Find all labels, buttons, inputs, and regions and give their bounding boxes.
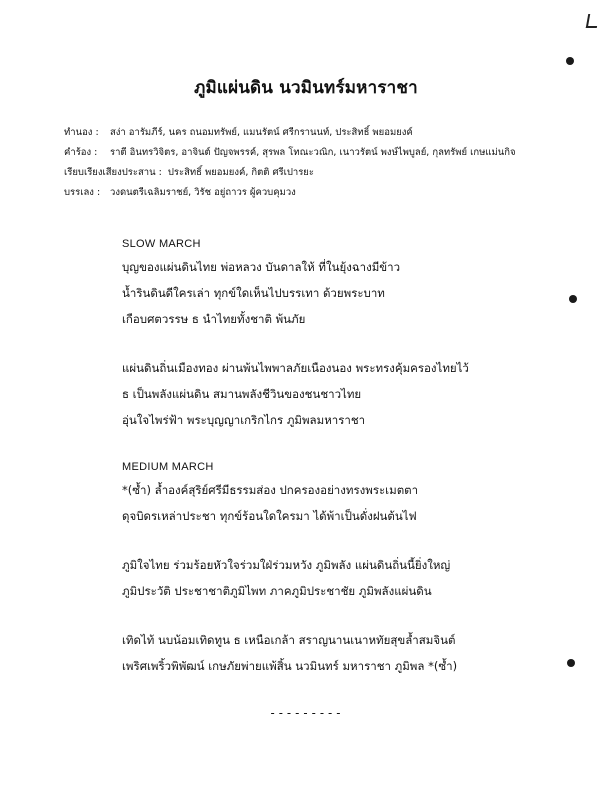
- credit-label: คำร้อง :: [64, 147, 98, 158]
- credits-block: [64, 125, 574, 205]
- credit-row-lyrics: [64, 145, 574, 165]
- stanza: [122, 259, 582, 337]
- section-heading: MEDIUM MARCH: [122, 461, 214, 473]
- lyric-line: ธ เป็นพลังแผ่นดิน สมานพลังชีวินของชนชาวไทย: [122, 387, 362, 401]
- stanza: [122, 632, 582, 684]
- lyric-line: ดุจบิดรเหล่าประชา ทุกข์ร้อนใดใครมา ได้พ้าเป็นดั่งฝนต้นไฟ: [122, 509, 417, 523]
- credit-value: ประสิทธิ์ พยอมยงค์, กิตติ ศรีเปารยะ: [167, 167, 314, 178]
- credit-row-arrangement: [64, 165, 574, 185]
- credit-value: วงดนตรีเฉลิมราชย์, วิรัช อยู่ถาวร ผู้ควบคุมวง: [110, 187, 296, 198]
- credit-label: เรียบเรียงเสียงประสาน :: [64, 167, 162, 178]
- credit-row-performance: [64, 185, 574, 205]
- lyric-line: ภูมิใจไทย ร่วมร้อยหัวใจร่วมใฝ่ร่วมหวัง ภูมิพลัง แผ่นดินถิ่นนี้ยิ่งใหญ่: [122, 558, 451, 572]
- scan-dot-top-right: [566, 57, 574, 65]
- credit-row-melody: [64, 125, 574, 145]
- section-medium-march: [122, 461, 582, 684]
- stanza: [122, 557, 582, 609]
- lyric-line: แผ่นดินถิ่นเมืองทอง ผ่านพ้นไพพาลภัยเนืองนอง พระทรงคุ้มครองไทยไว้: [122, 361, 469, 375]
- corner-mark: [586, 14, 599, 28]
- section-heading: SLOW MARCH: [122, 238, 201, 250]
- stanza: [122, 360, 582, 438]
- lyric-line: *(ซ้ำ) ล้ำองค์สุริย์ศรีมีธรรมส่อง ปกครองอย่างทรงพระเมตตา: [122, 483, 419, 497]
- song-title: ภูมิแผ่นดิน นวมินทร์มหาราชา: [194, 78, 418, 98]
- lyric-line: เพริศเพริ้วพิพัฒน์ เกษภัยพ่ายแพ้สิ้น นวมินทร์ มหาราชา ภูมิพล *(ซ้ำ): [122, 659, 458, 673]
- credit-value: ราตี อินทรวิจิตร, อาจินต์ ปัญจพรรค์, สุรพล โทณะวณิก, เนาวรัตน์ พงษ์ไพบูลย์, กุลทรัพย์ เกษแม่นกิจ: [110, 147, 516, 158]
- lyric-line: บุญของแผ่นดินไทย พ่อหลวง บันดาลให้ ที่ในยุ้งฉางมีข้าว: [122, 260, 401, 274]
- credit-label: ทำนอง :: [64, 127, 99, 138]
- lyric-line: น้ำรินดินดีใครเล่า ทุกข์ใดเห็นไปบรรเทา ด้วยพระบาท: [122, 286, 385, 300]
- credit-label: บรรเลง :: [64, 187, 101, 198]
- section-slow-march: [122, 238, 582, 438]
- lyric-line: อุ่นใจไพร่ฟ้า พระบุญญาเกริกไกร ภูมิพลมหาราชา: [122, 413, 366, 427]
- lyric-line: เทิดไท้ นบน้อมเทิดทูน ธ เหนือเกล้า สราญนานเนาหทัยสุขล้ำสมจินต์: [122, 633, 456, 647]
- stanza: [122, 482, 582, 534]
- lyric-line: ภูมิประวัติ ประชาชาติภูมิไพท ภาคภูมิประชาชัย ภูมิพลังแผ่นดิน: [122, 584, 432, 598]
- lyrics-body: [122, 238, 582, 707]
- credit-value: สง่า อารัมภีร์, นคร ถนอมทรัพย์, แมนรัตน์ ศรีกรานนท์, ประสิทธิ์ พยอมยงค์: [110, 127, 413, 138]
- lyric-line: เกือบศตวรรษ ธ นำไทยทั้งชาติ พ้นภัย: [122, 312, 306, 326]
- end-rule: ---------: [268, 706, 344, 720]
